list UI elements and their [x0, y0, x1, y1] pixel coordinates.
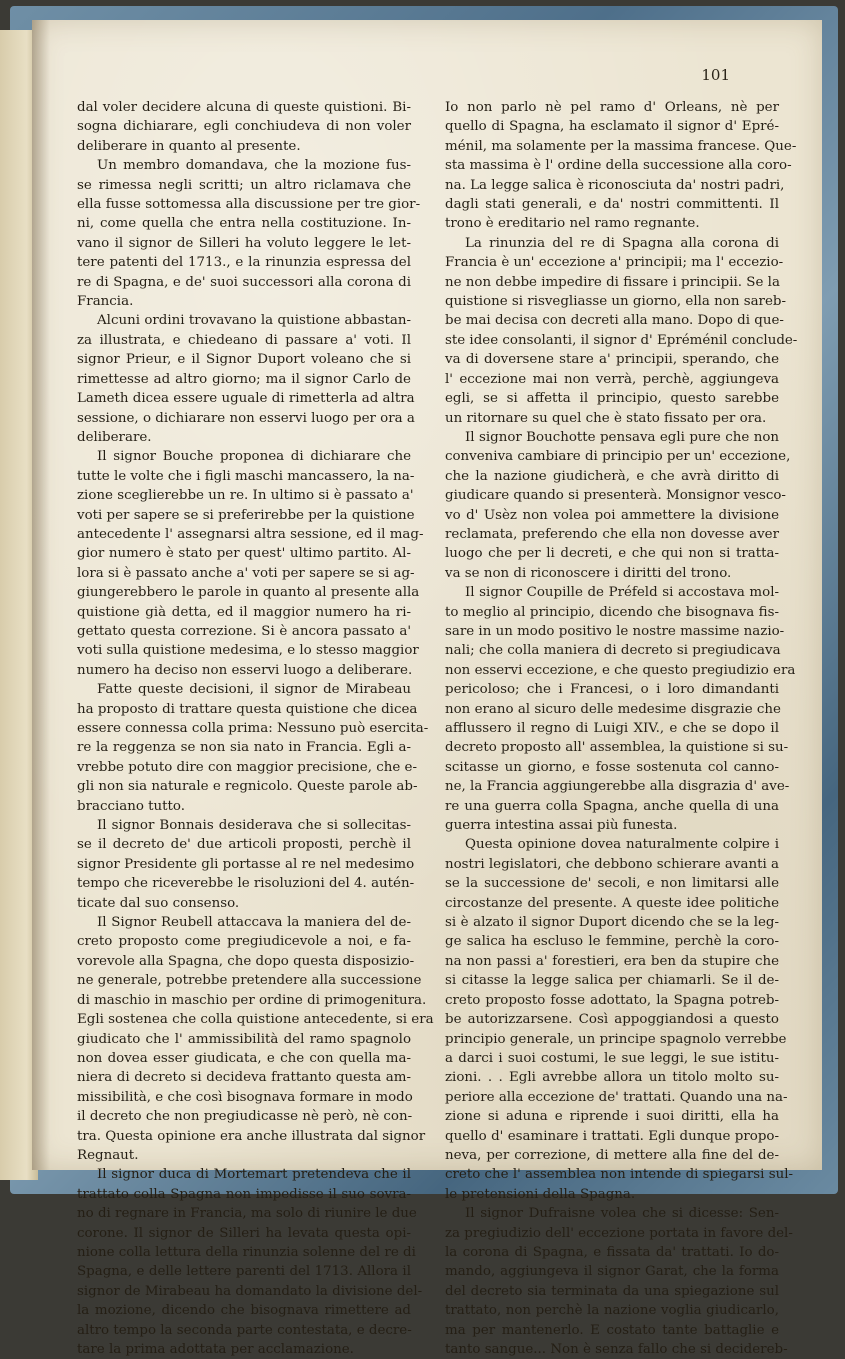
- text-line: reclamata, preferendo che ella non dovesse aver: [445, 526, 779, 542]
- text-line: ni, come quella che entra nella costituzione. In-: [77, 216, 411, 232]
- text-line: signor de Mirabeau ha domandato la divisione del-: [77, 1283, 423, 1299]
- text-line: altro tempo la seconda parte contestata, e decre-: [77, 1322, 412, 1338]
- text-line: circostanze del presente. A queste idee politiche: [445, 895, 779, 911]
- text-line: re di Spagna, e de' suoi successori alla corona di: [77, 274, 411, 290]
- text-line: za pregiudizio dell' eccezione portata in favore del-: [445, 1225, 793, 1241]
- text-line: se il decreto de' due articoli proposti, perchè il: [77, 837, 411, 853]
- text-line: Il signor Dufraisne volea che si dicesse: Sen-: [465, 1206, 779, 1222]
- text-line: re la reggenza se non sia nato in Francia. Egli a-: [77, 740, 411, 756]
- text-line: egli, se si affetta il principio, questo sarebbe: [445, 391, 779, 407]
- text-line: ne, la Francia aggiungerebbe alla disgrazia d' ave-: [445, 779, 790, 795]
- text-line: rimettesse ad altro giorno; ma il signor Carlo de: [77, 371, 411, 387]
- left-text-column: [77, 98, 434, 1359]
- text-line: lora si è passato anche a' voti per sapere se si ag-: [77, 565, 415, 581]
- text-line: Il Signor Reubell attaccava la maniera del de-: [97, 915, 411, 931]
- text-line: za illustrata, e chiedeano di passare a' voti. Il: [77, 332, 411, 348]
- text-line: quello d' esaminare i trattati. Egli dunque propo-: [445, 1128, 779, 1144]
- text-line: tere patenti del 1713., e la rinunzia espressa del: [77, 255, 411, 271]
- text-line: mando, aggiungeva il signor Garat, che la forma: [445, 1264, 779, 1280]
- text-line: sare in un modo positivo le nostre massime nazio-: [445, 623, 785, 639]
- text-line: Il signor duca di Mortemart pretendeva che il: [97, 1167, 411, 1183]
- text-line: antecedente l' assegnarsi altra sessione, ed il mag-: [77, 526, 424, 542]
- book-page: [32, 20, 822, 1357]
- text-line: si citasse la legge salica per chiamarli. Se il de-: [445, 973, 779, 989]
- text-line: la mozione, dicendo che bisognava rimettere ad: [77, 1303, 411, 1319]
- text-line: Il signor Bouchotte pensava egli pure che non: [465, 429, 779, 445]
- text-line: gli non sia naturale e regnicolo. Queste parole ab-: [77, 779, 418, 795]
- text-line: che la nazione giudicherà, e che avrà diritto di: [445, 468, 779, 484]
- text-line: ma per mantenerlo. E costato tante battaglie e: [445, 1322, 779, 1338]
- text-line: tra. Questa opinione era anche illustrata dal signor: [77, 1128, 426, 1144]
- text-line: ticate dal suo consenso.: [77, 895, 240, 911]
- text-line: guerra intestina assai più funesta.: [445, 818, 678, 834]
- text-line: Francia è un' eccezione a' principii; ma l' eccezio-: [445, 255, 784, 271]
- text-line: sessione, o dichiarare non esservi luogo per ora a: [77, 410, 415, 426]
- text-line: ge salica ha escluso le femmine, perchè la coro-: [445, 934, 779, 950]
- text-line: zione si aduna e riprende i suoi diritti, ella ha: [445, 1109, 779, 1125]
- text-line: del decreto sia terminata da una spiegazione sul: [445, 1283, 779, 1299]
- text-line: zione sceglierebbe un re. In ultimo si è passato a': [77, 488, 414, 504]
- text-line: trattato colla Spagna non impedisse il suo sovra-: [77, 1186, 411, 1202]
- text-line: zioni. . . Egli avrebbe allora un titolo molto su-: [445, 1070, 779, 1086]
- text-line: signor Presidente gli portasse al re nel medesimo: [77, 856, 415, 872]
- text-line: Regnaut.: [77, 1147, 139, 1163]
- text-line: neva, per correzione, di mettere alla fine del de-: [445, 1147, 779, 1163]
- text-line: tempo che riceverebbe le risoluzioni del 4. autén-: [77, 876, 415, 892]
- text-line: Questa opinione dovea naturalmente colpire i: [465, 837, 779, 853]
- text-line: sta massima è l' ordine della successione alla coro-: [445, 158, 792, 174]
- text-line: ne non debbe impedire di fissare i principii. Se la: [445, 274, 780, 290]
- text-line: na non passi a' forestieri, era ben da stupire che: [445, 953, 779, 969]
- text-line: non erano al sicuro delle medesime disgrazie che: [445, 701, 781, 717]
- text-line: non esservi eccezione, e che questo pregiudizio era: [445, 662, 796, 678]
- gutter-shadow: [32, 20, 50, 1170]
- text-line: to meglio al principio, dicendo che bisognava fis-: [445, 604, 779, 620]
- text-line: conveniva cambiare di principio per un' eccezione,: [445, 449, 791, 465]
- text-line: nali; che colla maniera di decreto si pregiudicava: [445, 643, 781, 659]
- text-line: vrebbe potuto dire con maggior precisione, che e-: [77, 759, 417, 775]
- text-line: Fatte queste decisioni, il signor de Mirabeau: [97, 682, 411, 698]
- text-line: a darci i suoi costumi, le sue leggi, le sue istitu-: [445, 1050, 779, 1066]
- text-line: principio generale, un principe spagnolo verrebbe: [445, 1031, 787, 1047]
- text-line: giungerebbero le parole in quanto al presente alla: [77, 585, 420, 601]
- text-line: creto che l' assemblea non intende di spiegarsi sul-: [445, 1167, 794, 1183]
- text-line: il decreto che non pregiudicasse nè però, nè con-: [77, 1109, 413, 1125]
- text-line: deliberare in quanto al presente.: [77, 138, 301, 154]
- text-line: ella fusse sottomessa alla discussione per tre gior-: [77, 197, 421, 213]
- text-line: giudicare quando si presenterà. Monsignor vesco-: [445, 488, 786, 504]
- text-line: giudicato che l' ammissibilità del ramo spagnolo: [77, 1031, 411, 1047]
- text-line: tutte le volte che i figli maschi mancassero, la na-: [77, 468, 415, 484]
- text-line: va se non di riconoscere i diritti del trono.: [445, 565, 732, 581]
- text-line: Un membro domandava, che la mozione fus-: [97, 158, 411, 174]
- text-line: l' eccezione mai non verrà, perchè, aggiungeva: [445, 371, 779, 387]
- text-line: vano il signor de Silleri ha voluto leggere le let-: [77, 235, 411, 251]
- text-line: Egli sostenea che colla quistione antecedente, si era: [77, 1012, 434, 1028]
- text-line: va di doversene stare a' principii, sperando, che: [445, 352, 779, 368]
- text-line: un ritornare su quel che è stato fissato per ora.: [445, 410, 767, 426]
- text-line: periore alla eccezione de' trattati. Quando una na-: [445, 1089, 788, 1105]
- text-line: non dovea esser giudicata, e che con quella ma-: [77, 1050, 411, 1066]
- text-line: na. La legge salica è riconosciuta da' nostri padri,: [445, 177, 785, 193]
- text-line: creto proposto come pregiudicevole a noi, e fa-: [77, 934, 411, 950]
- text-line: trono è ereditario nel ramo regnante.: [445, 216, 700, 232]
- text-line: tanto sangue... Non è senza fallo che si decidereb-: [445, 1342, 788, 1357]
- text-line: voti per sapere se si preferirebbe per la quistione: [77, 507, 415, 523]
- text-line: vorevole alla Spagna, che dopo questa disposizio-: [77, 953, 415, 969]
- text-line: afflussero il regno di Luigi XIV., e che se dopo il: [445, 721, 779, 736]
- text-line: Spagna, e delle lettere parenti del 1713. Allora il: [77, 1264, 411, 1280]
- text-line: se rimessa negli scritti; un altro riclamava che: [77, 177, 411, 193]
- text-line: dagli stati generali, e da' nostri committenti. Il: [445, 197, 779, 213]
- text-line: numero ha deciso non esservi luogo a deliberare.: [77, 662, 413, 678]
- text-line: be mai decisa con decreti alla mano. Dopo di que-: [445, 313, 784, 329]
- text-line: quello di Spagna, ha esclamato il signor d' Epré-: [445, 119, 779, 135]
- text-line: scitasse un giorno, e fosse sostenuta col canno-: [445, 759, 779, 775]
- text-line: trattato, non perchè la nazione voglia giudicarlo,: [445, 1303, 779, 1319]
- text-line: dal voler decidere alcuna di queste quistioni. Bi-: [77, 100, 411, 115]
- text-line: gior numero è stato per quest' ultimo partito. Al-: [77, 546, 411, 562]
- text-line: quistione già detta, ed il maggior numero ha ri-: [77, 604, 411, 620]
- text-line: bracciano tutto.: [77, 798, 186, 814]
- text-line: re una guerra colla Spagna, anche quella di una: [445, 798, 779, 814]
- text-line: Francia.: [77, 294, 134, 310]
- text-line: luogo che per li decreti, e che qui non si tratta-: [445, 546, 779, 562]
- text-line: nione colla lettura della rinunzia solenne del re di: [77, 1244, 416, 1260]
- right-text-column: [445, 98, 798, 1359]
- text-line: Io non parlo nè pel ramo d' Orleans, nè per: [445, 100, 779, 115]
- text-line: La rinunzia del re di Spagna alla corona di: [465, 235, 779, 251]
- text-line: ste idee consolanti, il signor d' Epréménil conclude-: [445, 332, 798, 348]
- text-line: signor Prieur, e il Signor Duport voleano che si: [77, 352, 411, 368]
- text-line: ne generale, potrebbe pretendere alla successione: [77, 973, 422, 989]
- text-line: no di regnare in Francia, ma solo di riunire le due: [77, 1206, 417, 1222]
- text-line: di maschio in maschio per ordine di primogenitura.: [77, 992, 427, 1008]
- text-line: tare la prima adottata per acclamazione.: [77, 1342, 354, 1357]
- text-line: Il signor Coupille de Préfeld si accostava mol-: [465, 585, 779, 601]
- text-line: Alcuni ordini trovavano la quistione abbastan-: [97, 313, 411, 329]
- text-line: ménil, ma solamente per la massima francese. Que-: [445, 138, 797, 154]
- text-line: se la successione de' secoli, e non limitarsi alle: [445, 876, 779, 892]
- text-line: essere connessa colla prima: Nessuno può esercita-: [77, 721, 429, 736]
- text-line: si è alzato il signor Duport dicendo che se la leg-: [445, 915, 779, 931]
- text-line: corone. Il signor de Silleri ha levata questa opi-: [77, 1225, 411, 1241]
- text-line: Lameth dicea essere uguale di rimetterla ad altra: [77, 391, 415, 407]
- text-line: vo d' Usèz non volea poi ammettere la divisione: [445, 507, 779, 523]
- text-line: quistione si risvegliasse un giorno, ella non sareb-: [445, 294, 786, 310]
- text-line: pericoloso; che i Francesi, o i loro dimandanti: [445, 682, 779, 698]
- page-number: 101: [701, 66, 730, 84]
- text-line: deliberare.: [77, 429, 152, 445]
- text-line: le pretensioni della Spagna.: [445, 1186, 636, 1202]
- text-line: Il signor Bonnais desiderava che si sollecitas-: [97, 818, 411, 834]
- text-line: decreto proposto all' assemblea, la quistione si su-: [445, 740, 789, 756]
- text-line: voti sulla quistione medesima, e lo stesso maggior: [77, 643, 419, 659]
- text-line: creto proposto fosse adottato, la Spagna potreb-: [445, 992, 779, 1008]
- text-line: gettato questa correzione. Si è ancora passato a': [77, 623, 411, 639]
- text-line: la corona di Spagna, e fissata da' trattati. Io do-: [445, 1244, 779, 1260]
- text-line: be autorizzarsene. Così appoggiandosi a questo: [445, 1012, 779, 1028]
- text-line: Il signor Bouche proponea di dichiarare che: [97, 449, 411, 465]
- text-line: missibilità, e che così bisognava formare in modo: [77, 1089, 413, 1105]
- text-line: ha proposto di trattare questa quistione che dicea: [77, 701, 418, 717]
- text-line: niera di decreto si decideva frattanto questa am-: [77, 1070, 411, 1086]
- text-line: nostri legislatori, che debbono schierare avanti a: [445, 856, 779, 872]
- text-line: sogna dichiarare, egli conchiudeva di non voler: [77, 119, 411, 135]
